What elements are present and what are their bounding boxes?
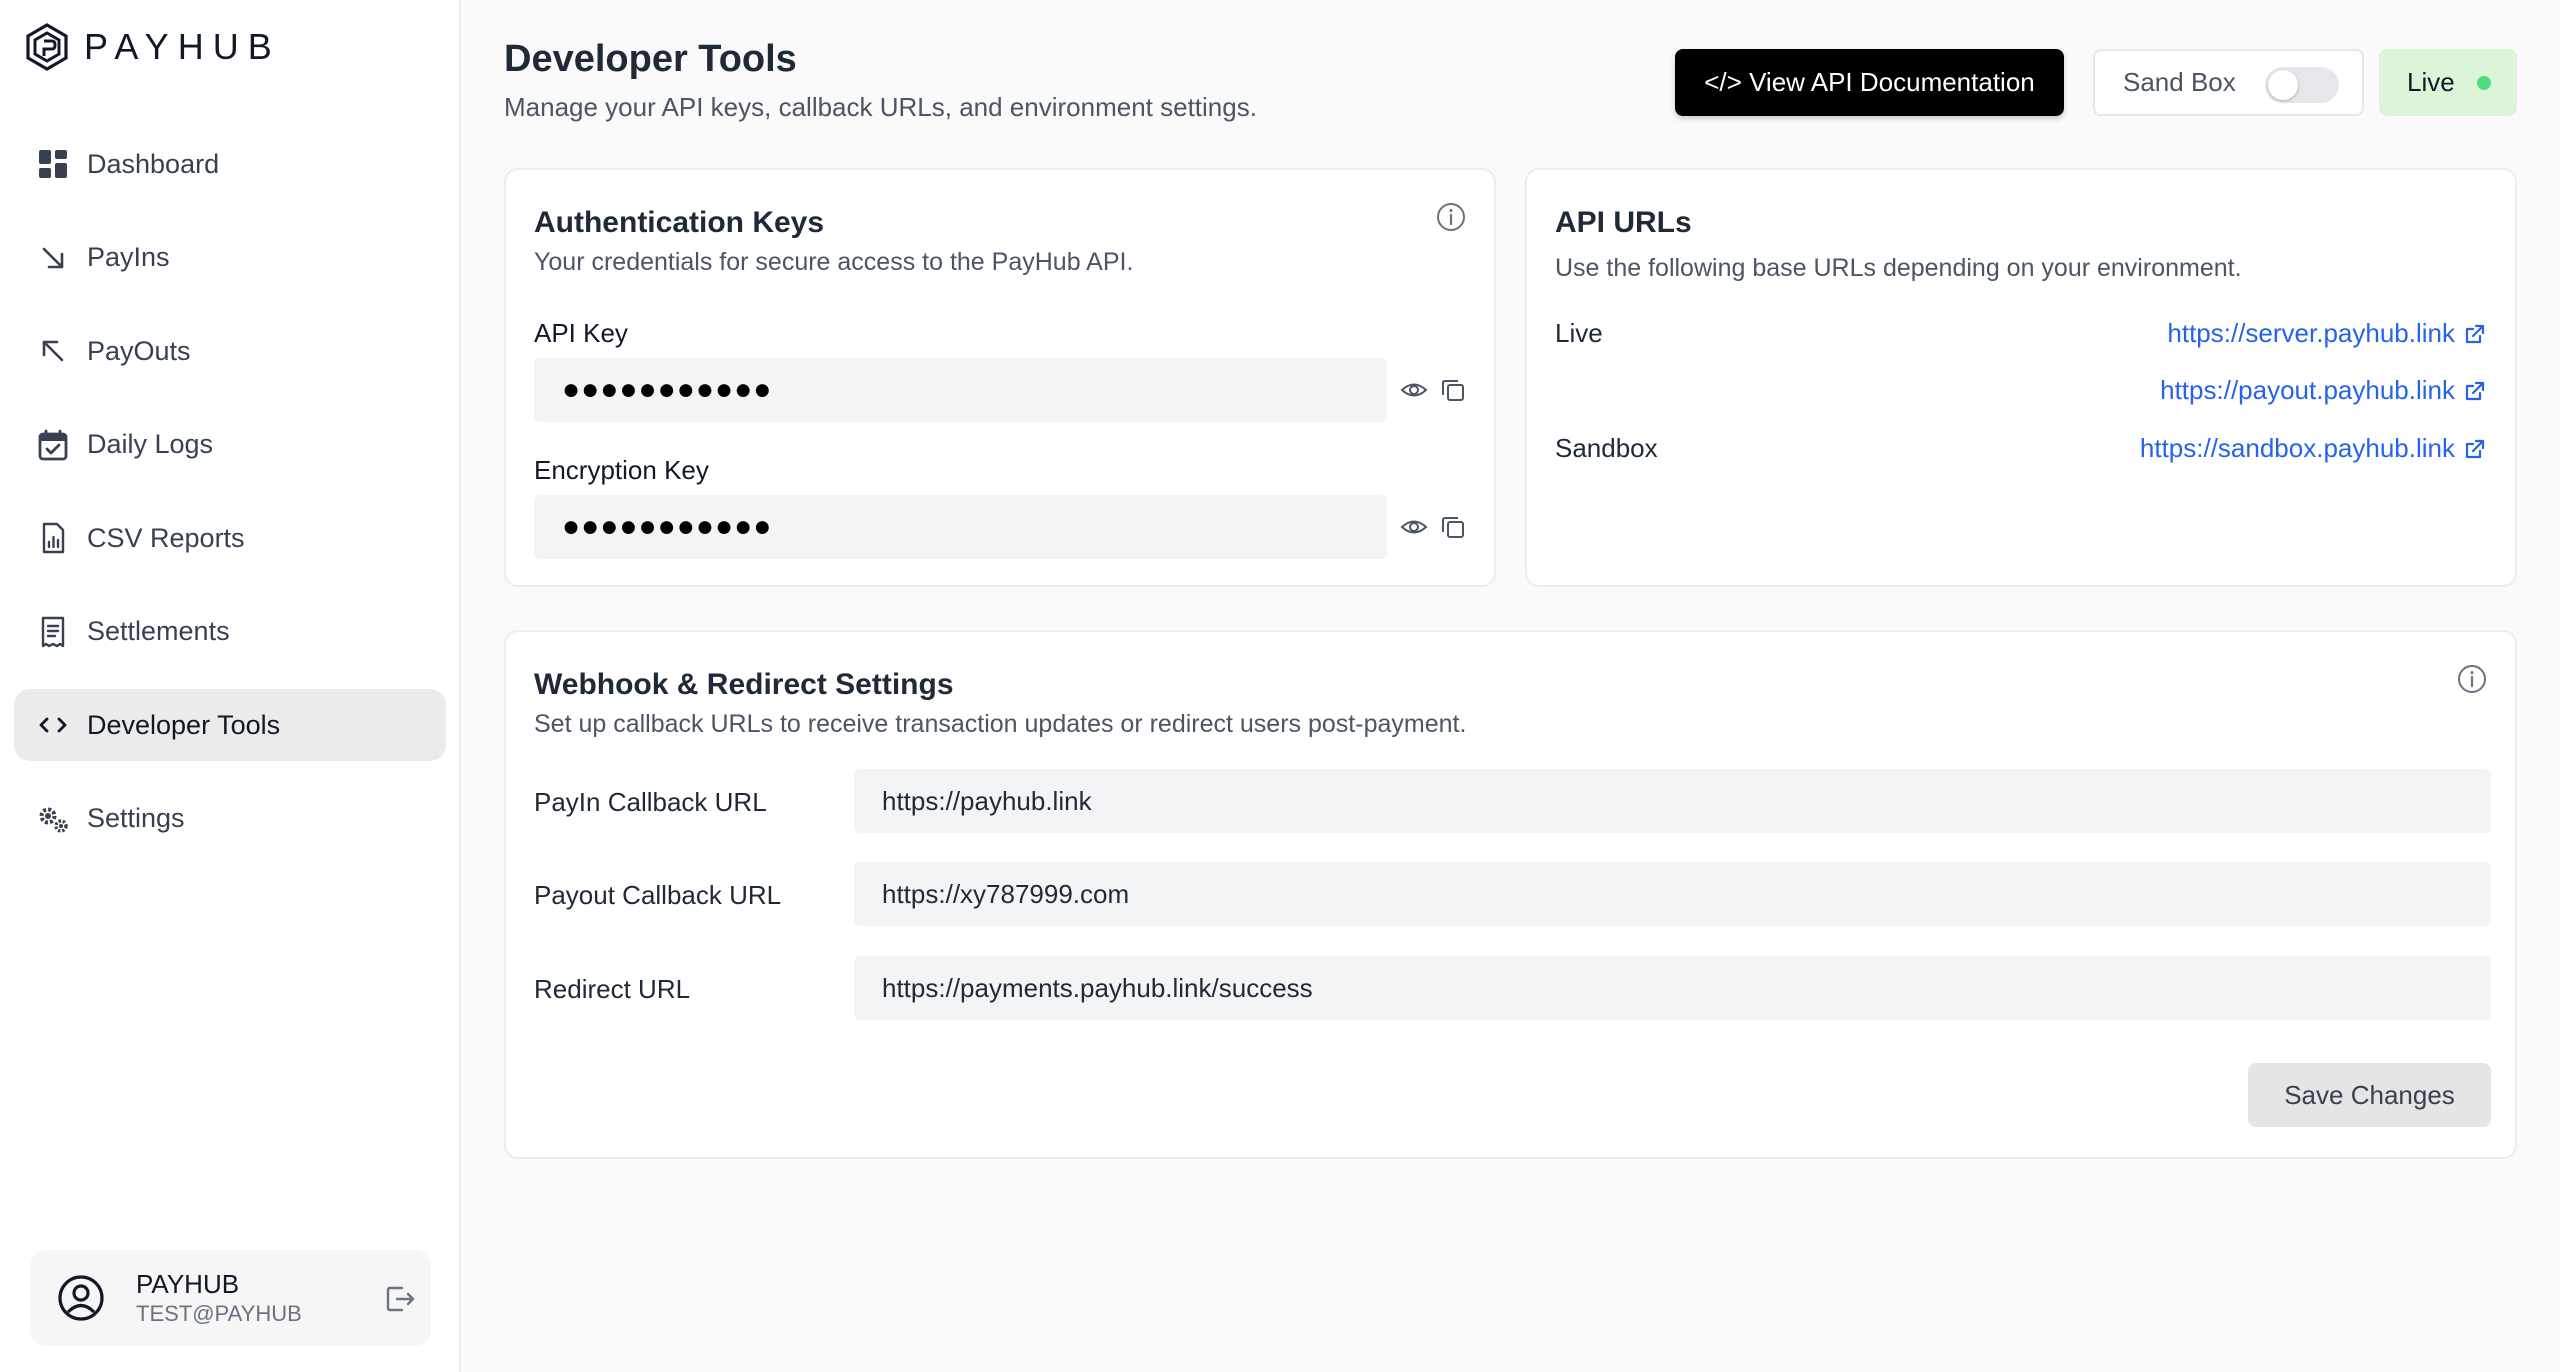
webhook-settings-card — [504, 630, 2517, 1159]
live-status-dot — [2477, 76, 2491, 90]
dashboard-icon — [36, 147, 70, 181]
logout-icon[interactable] — [383, 1282, 417, 1316]
url-text: https://server.payhub.link — [2167, 318, 2455, 348]
sidebar-item-label: PayIns — [87, 242, 170, 272]
sandbox-url-label: Sandbox — [1555, 433, 1658, 463]
external-link-icon — [2463, 437, 2487, 461]
payout-callback-input[interactable]: https://xy787999.com — [854, 862, 2491, 926]
user-name: PAYHUB — [136, 1269, 240, 1299]
live-status-badge — [2379, 49, 2517, 116]
report-chart-icon — [36, 521, 70, 555]
copy-icon[interactable] — [1439, 376, 1467, 404]
url-text: https://sandbox.payhub.link — [2139, 433, 2455, 463]
auth-keys-card — [504, 168, 1496, 587]
payin-callback-input[interactable]: https://payhub.link — [854, 769, 2491, 833]
copy-icon[interactable] — [1439, 513, 1467, 541]
api-key-label: API Key — [534, 318, 628, 348]
gears-icon — [36, 802, 70, 836]
sandbox-toggle[interactable] — [2265, 67, 2339, 103]
sidebar-item-settings[interactable] — [14, 783, 446, 855]
info-icon[interactable] — [2456, 663, 2488, 695]
payout-callback-label: Payout Callback URL — [534, 880, 782, 910]
encryption-key-field[interactable]: ●●●●●●●●●●● — [534, 495, 1387, 559]
sidebar-item-label: CSV Reports — [87, 522, 245, 553]
sidebar-item-dashboard[interactable] — [14, 128, 446, 200]
sidebar-item-payins[interactable] — [14, 222, 446, 294]
toggle-knob — [2268, 70, 2298, 100]
user-card[interactable] — [30, 1250, 431, 1346]
webhook-description: Set up callback URLs to receive transaction updates or redirect users post-payment. — [534, 710, 1467, 738]
eye-icon[interactable] — [1400, 376, 1428, 404]
live-payout-url-link[interactable] — [2160, 375, 2487, 406]
arrow-up-left-icon — [36, 334, 70, 368]
sidebar-item-payouts[interactable] — [14, 315, 446, 387]
brand-logo[interactable] — [24, 22, 281, 72]
api-urls-title: API URLs — [1555, 206, 1692, 239]
sidebar-item-developer-tools[interactable] — [14, 689, 446, 761]
sidebar-item-label: PayOuts — [87, 335, 191, 366]
sandbox-toggle-container — [2093, 49, 2364, 116]
sidebar-item-settlements[interactable] — [14, 596, 446, 668]
save-changes-button[interactable]: Save Changes — [2248, 1063, 2491, 1127]
page-title: Developer Tools — [504, 38, 797, 80]
sidebar — [0, 0, 461, 1372]
arrow-down-right-icon — [36, 241, 70, 275]
api-urls-card — [1525, 168, 2517, 587]
page-subtitle: Manage your API keys, callback URLs, and environment settings. — [504, 92, 1257, 122]
redirect-url-input[interactable]: https://payments.payhub.link/success — [854, 956, 2491, 1020]
payin-callback-label: PayIn Callback URL — [534, 787, 767, 817]
sandbox-label: Sand Box — [2123, 67, 2236, 97]
view-api-docs-button[interactable]: </> View API Documentation — [1675, 49, 2064, 116]
sidebar-nav — [14, 128, 446, 876]
encryption-key-label: Encryption Key — [534, 455, 709, 485]
api-urls-description: Use the following base URLs depending on your environment. — [1555, 254, 2242, 282]
sidebar-item-label: Dashboard — [87, 148, 220, 179]
brand-name: PAYHUB — [84, 26, 281, 67]
sidebar-item-label: Settings — [87, 803, 185, 833]
api-key-field[interactable]: ●●●●●●●●●●● — [534, 358, 1387, 422]
auth-keys-title: Authentication Keys — [534, 206, 825, 239]
eye-icon[interactable] — [1400, 513, 1428, 541]
live-url-label: Live — [1555, 318, 1603, 348]
external-link-icon — [2463, 322, 2487, 346]
external-link-icon — [2463, 379, 2487, 403]
sidebar-item-daily-logs[interactable] — [14, 409, 446, 481]
sandbox-url-link[interactable] — [2140, 433, 2487, 464]
info-icon[interactable] — [1435, 201, 1467, 233]
url-text: https://payout.payhub.link — [2160, 375, 2455, 405]
live-server-url-link[interactable] — [2167, 318, 2487, 349]
redirect-url-label: Redirect URL — [534, 974, 691, 1004]
receipt-icon — [36, 615, 70, 649]
auth-keys-description: Your credentials for secure access to the PayHub API. — [534, 248, 1134, 276]
code-icon — [36, 708, 70, 742]
user-email: TEST@PAYHUB — [136, 1301, 302, 1326]
sidebar-item-label: Developer Tools — [87, 709, 281, 740]
calendar-check-icon — [36, 428, 70, 462]
user-avatar-icon — [56, 1273, 106, 1323]
sidebar-item-label: Settlements — [87, 616, 230, 646]
live-label: Live — [2407, 67, 2455, 97]
logo-hexagon-icon — [24, 22, 70, 72]
webhook-title: Webhook & Redirect Settings — [534, 668, 954, 701]
sidebar-item-csv-reports[interactable] — [14, 502, 446, 574]
user-info — [136, 1268, 302, 1328]
sidebar-item-label: Daily Logs — [87, 429, 214, 459]
